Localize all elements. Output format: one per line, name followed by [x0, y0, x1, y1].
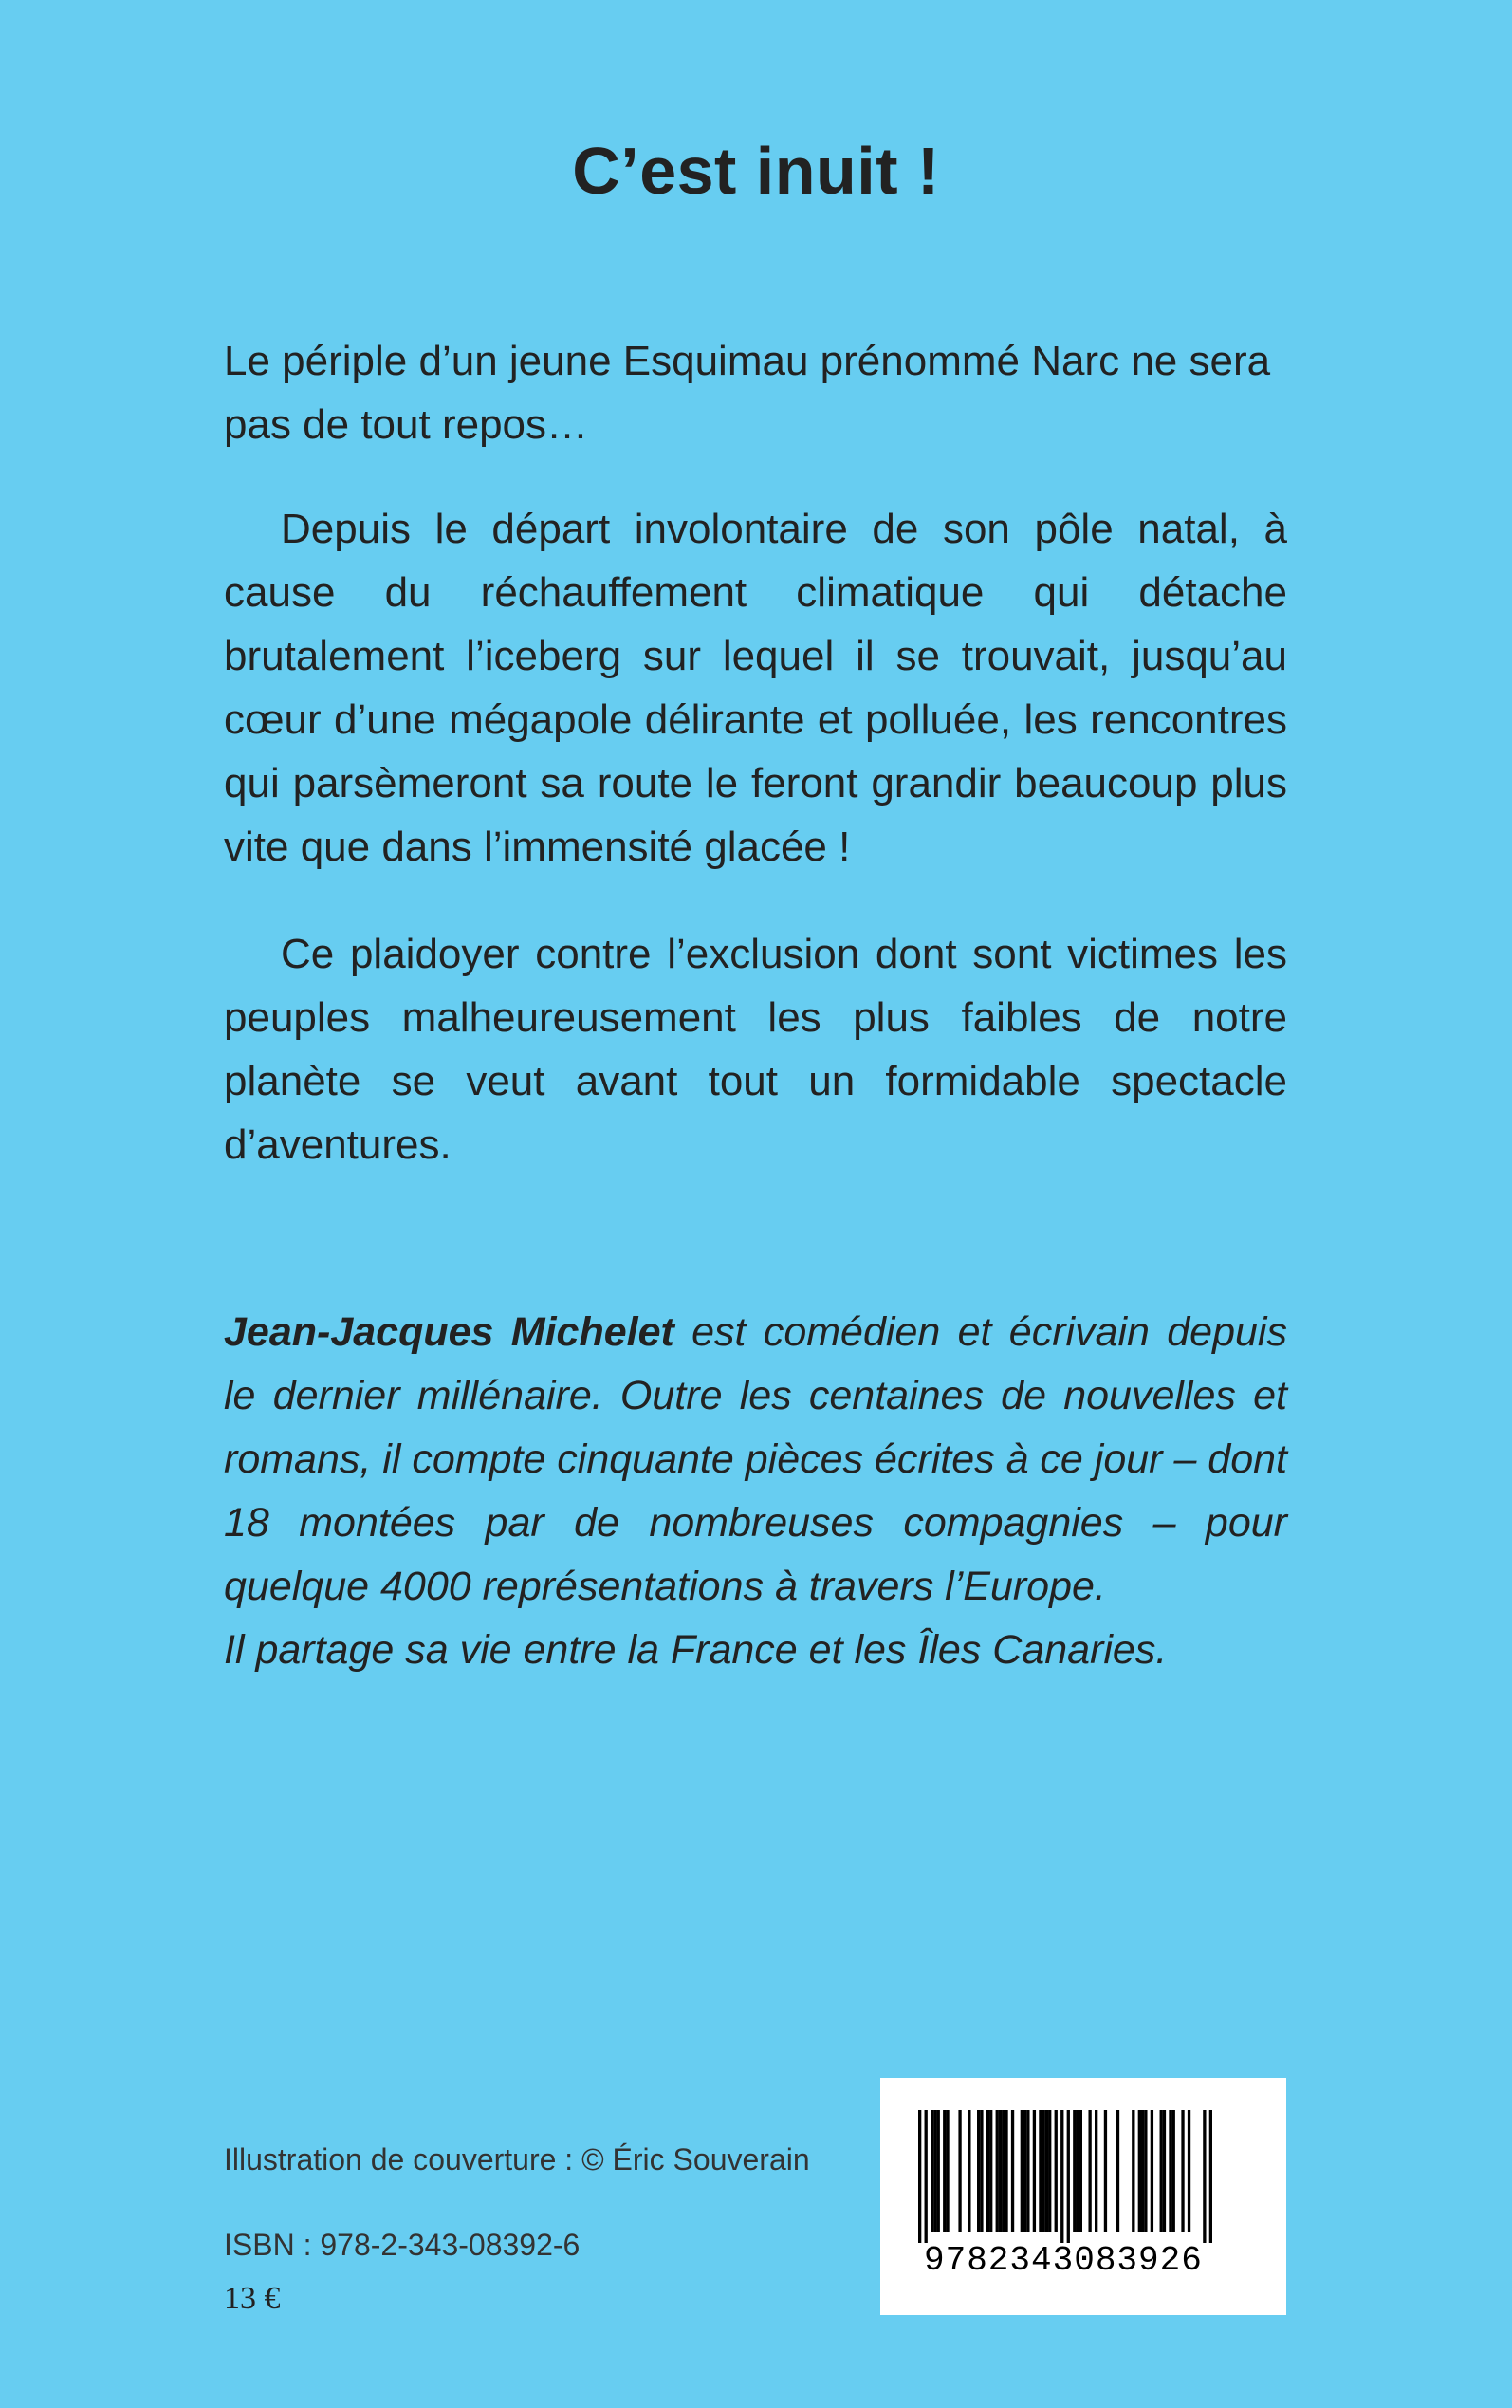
illustration-credit: Illustration de couverture : © Éric Souverain	[224, 2142, 810, 2176]
barcode-bar	[958, 2110, 961, 2232]
barcode-bar	[968, 2110, 970, 2232]
barcode-bar	[1055, 2110, 1058, 2232]
barcode-bar	[1169, 2110, 1171, 2232]
intro-paragraph	[224, 329, 1287, 456]
author-residence: Il partage sa vie entre la France et les Îles Canaries.	[224, 1627, 1168, 1673]
barcode-bar	[1160, 2110, 1163, 2232]
barcode-bar	[989, 2110, 992, 2232]
barcode-bar	[1172, 2110, 1175, 2232]
barcode-bar	[1011, 2110, 1014, 2232]
barcode-bar	[1023, 2110, 1026, 2232]
author-name: Jean-Jacques Michelet	[224, 1309, 674, 1355]
barcode-bar	[1048, 2110, 1051, 2232]
book-title: C’est inuit !	[572, 134, 940, 208]
barcode-bar	[943, 2110, 946, 2232]
barcode-bar	[999, 2110, 1002, 2232]
barcode-bar	[1095, 2110, 1097, 2232]
barcode	[880, 2078, 1286, 2315]
barcode-bars	[918, 2110, 1212, 2243]
barcode-bar	[986, 2110, 989, 2232]
barcode-bar	[918, 2110, 921, 2243]
synopsis-text-2: Ce plaidoyer contre l’exclusion dont sont victimes les peuples malheureusement les plus faibles de notre planète se veut avant tout un formidable spectacle d’aventures.	[224, 931, 1287, 1168]
barcode-bar	[1104, 2110, 1107, 2232]
barcode-bar	[1045, 2110, 1048, 2232]
barcode-bar	[1151, 2110, 1153, 2232]
barcode-bar	[980, 2110, 983, 2232]
barcode-bar	[946, 2110, 949, 2232]
synopsis-paragraph-2	[224, 922, 1287, 1176]
author-bio-text	[224, 1301, 1287, 1619]
barcode-bar	[1039, 2110, 1042, 2232]
barcode-bar	[1209, 2110, 1212, 2243]
barcode-bar	[1203, 2110, 1206, 2243]
barcode-bar	[1042, 2110, 1045, 2232]
barcode-digits: 9782343083926	[924, 2241, 1203, 2280]
barcode-bar	[1188, 2110, 1190, 2232]
barcode-bar	[1060, 2110, 1063, 2243]
author-description: est comédien et écrivain depuis le dernier millénaire. Outre les centaines de nouvelles et romans, il compte cinquante pièces écrites à ce jour – dont 18 montées par de nombreuses compagnies – pour quelque 4000 représentations à travers l’Europe.	[224, 1309, 1287, 1609]
barcode-bar	[1132, 2110, 1134, 2232]
barcode-bar	[977, 2110, 980, 2232]
isbn: ISBN : 978-2-343-08392-6	[224, 2228, 581, 2262]
barcode-bar	[1163, 2110, 1166, 2232]
author-bio	[224, 1301, 1287, 1682]
barcode-bar	[1144, 2110, 1147, 2232]
barcode-bar	[925, 2110, 928, 2243]
barcode-bar	[1181, 2110, 1184, 2232]
intro-text: Le périple d’un jeune Esquimau prénommé Narc ne sera pas de tout repos…	[224, 338, 1271, 448]
barcode-bar	[1033, 2110, 1036, 2232]
barcode-bar	[937, 2110, 940, 2232]
barcode-bar	[931, 2110, 933, 2232]
barcode-bar	[1141, 2110, 1144, 2232]
barcode-bar	[1088, 2110, 1091, 2232]
barcode-bar	[1076, 2110, 1079, 2232]
barcode-bar	[933, 2110, 936, 2232]
price: 13 €	[224, 2281, 281, 2316]
barcode-bar	[1073, 2110, 1076, 2232]
barcode-bar	[1026, 2110, 1029, 2232]
synopsis-paragraph-1	[224, 497, 1287, 879]
barcode-bar	[996, 2110, 999, 2232]
barcode-bar	[1079, 2110, 1082, 2232]
barcode-bar	[1021, 2110, 1023, 2232]
barcode-bar	[1005, 2110, 1007, 2232]
barcode-bar	[1138, 2110, 1141, 2232]
barcode-bar	[1002, 2110, 1005, 2232]
synopsis-text-1: Depuis le départ involontaire de son pôle natal, à cause du réchauffement climatique qui détache brutalement l’iceberg sur lequel il se trouvait, jusqu’au cœur d’une mégapole délirante et polluée, les rencontres qui parsèmeront sa route le feront grandir beaucoup plus vite que dans l’immensité glacée !	[224, 506, 1287, 870]
barcode-bar	[1067, 2110, 1070, 2243]
barcode-bar	[1116, 2110, 1119, 2232]
